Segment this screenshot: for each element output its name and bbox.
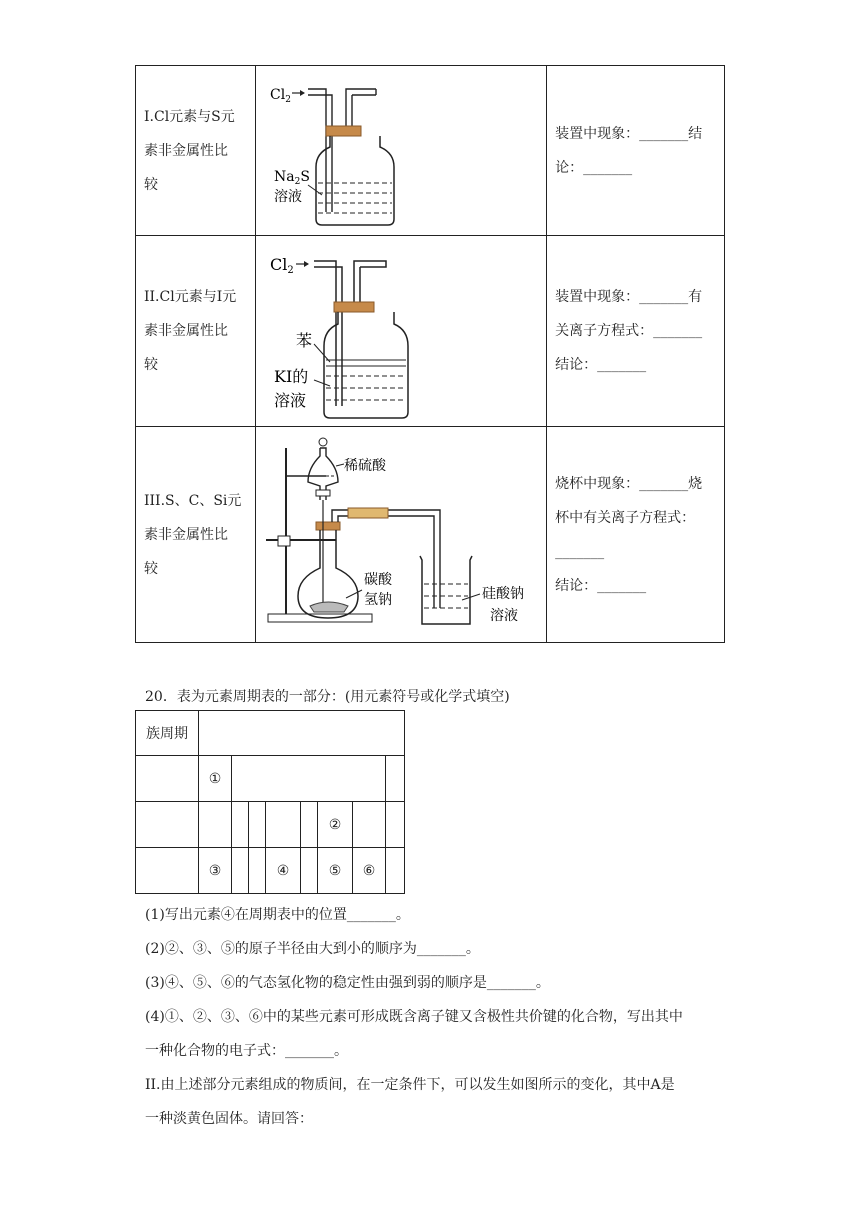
row-3-result-line: 烧杯中现象：_______烧 (555, 475, 703, 492)
gas-washing-bottle-ki-figure (256, 236, 547, 427)
svg-text:Cl2 (270, 87, 291, 105)
empty-cell (199, 711, 405, 756)
row-3-title-line: III.S、C、Si元 (144, 492, 242, 509)
row-3-result-line: 结论：_______ (555, 577, 647, 594)
svg-text:Cl2 (270, 255, 294, 276)
empty-cell (232, 756, 386, 802)
question-item: 一种化合物的电子式：_______。 (145, 1043, 348, 1059)
element-mark-5: ⑤ (318, 848, 353, 894)
empty-cell (386, 756, 405, 802)
table-row (136, 66, 725, 236)
empty-cell (301, 848, 318, 894)
row-3-title-line: 素非金属性比 (144, 526, 228, 543)
row-2-result (547, 236, 725, 427)
periodic-table-fragment (135, 710, 405, 894)
question-20-title: 20．表为元素周期表的一部分：(用元素符号或化学式填空) (145, 689, 510, 705)
row-2-title (136, 236, 256, 427)
row-3-title-line: 较 (144, 560, 158, 577)
sodium-bicarbonate-label-1: 碳酸 (364, 571, 393, 588)
element-mark-1: ① (199, 756, 232, 802)
cl2-subscript: 2 (287, 265, 294, 276)
experiment-table (135, 65, 725, 643)
empty-cell (232, 802, 249, 848)
row-1-title (136, 66, 256, 236)
empty-cell (249, 802, 266, 848)
row-3-title (136, 427, 256, 643)
gas-washing-bottle-na2s-figure (256, 66, 547, 236)
row-3-result-line: 杯中有关离子方程式： (555, 509, 696, 526)
svg-text:Na2S (274, 169, 310, 187)
row-2-title-line: 较 (144, 357, 158, 373)
solution-label: 溶液 (274, 391, 307, 410)
cl2-subscript: 2 (285, 94, 292, 105)
table-row (136, 236, 725, 427)
row-2-result-line: 结论：_______ (555, 357, 647, 373)
row-3-result (547, 427, 725, 643)
empty-cell (386, 848, 405, 894)
sodium-bicarbonate-label-2: 氢钠 (364, 591, 393, 608)
row-1-title-line: I.Cl元素与S元 (144, 108, 235, 125)
row-2-result-line: 关离子方程式：_______ (555, 323, 703, 339)
dilute-sulfuric-acid-label: 稀硫酸 (344, 457, 387, 474)
element-mark-2: ② (318, 802, 353, 848)
sodium-silicate-label-1: 硅酸钠 (482, 585, 525, 602)
ki-label: KI的 (274, 367, 309, 386)
row-1-title-line: 较 (144, 176, 158, 193)
cl2-label: Cl (270, 86, 286, 103)
question-item: (1)写出元素④在周期表中的位置_______。 (145, 907, 410, 923)
na2s-subscript: 2 (294, 176, 301, 187)
row-1-result (547, 66, 725, 236)
empty-cell (199, 802, 232, 848)
row-1-result-line: 装置中现象：_______结 (555, 125, 703, 142)
element-mark-6: ⑥ (353, 848, 386, 894)
solution-label: 溶液 (274, 188, 303, 205)
empty-cell (386, 802, 405, 848)
question-item: (2)②、③、⑤的原子半径由大到小的顺序为_______。 (145, 941, 480, 957)
empty-cell (301, 802, 318, 848)
empty-cell (266, 802, 301, 848)
row-2-result-line: 装置中现象：_______有 (555, 289, 703, 305)
na2s-tail: S (300, 168, 311, 185)
row-1-result-line: 论：_______ (555, 159, 633, 176)
row-1-title-line: 素非金属性比 (144, 142, 228, 159)
empty-cell (136, 848, 199, 894)
empty-cell (353, 802, 386, 848)
table-row (136, 427, 725, 643)
empty-cell (249, 848, 266, 894)
header-cell: 族周期 (136, 711, 199, 756)
question-item: 一种淡黄色固体。请回答： (145, 1111, 313, 1127)
row-3-result-line: _______ (555, 543, 605, 560)
row-2-title-line: II.Cl元素与I元 (144, 289, 237, 305)
empty-cell (136, 802, 199, 848)
sodium-silicate-label-2: 溶液 (490, 607, 519, 624)
empty-cell (136, 756, 199, 802)
benzene-label: 苯 (296, 331, 313, 350)
na2s-label: Na (274, 168, 295, 185)
element-mark-4: ④ (266, 848, 301, 894)
question-item: (4)①、②、③、⑥中的某些元素可形成既含离子键又含极性共价键的化合物，写出其中 (145, 1009, 683, 1025)
empty-cell (232, 848, 249, 894)
element-mark-3: ③ (199, 848, 232, 894)
acid-reaction-apparatus-figure (256, 427, 547, 643)
row-2-title-line: 素非金属性比 (144, 323, 228, 339)
cl2-label: Cl (270, 255, 288, 274)
question-item: (3)④、⑤、⑥的气态氢化物的稳定性由强到弱的顺序是_______。 (145, 975, 550, 991)
question-item: II.由上述部分元素组成的物质间，在一定条件下，可以发生如图所示的变化，其中A是 (145, 1077, 675, 1093)
